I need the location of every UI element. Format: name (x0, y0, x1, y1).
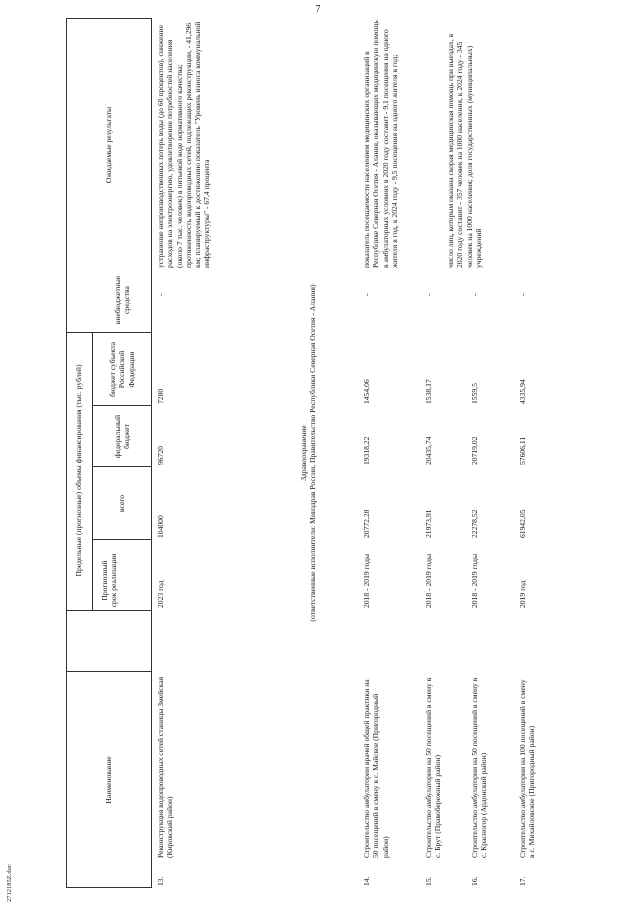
row-15-extra: - (424, 293, 433, 296)
name-column-divider (66, 671, 151, 672)
row-16-federal: 20719,02 (470, 436, 479, 465)
total-column-divider (92, 539, 151, 540)
federal-column-divider (92, 466, 151, 467)
row-13-results: устранение непроизводственных потерь воды (до 60 процентов), снижение расходов на электроэнергию, удовлетворение потребностей населения (около 7 тыс. человек) в питьевой воде нормативного качества; протяженность водопроводных сетей, подлежащих реконструкции, - 41,296 км; планируемый к достижению показатель "Уровень износа коммунальной инфраструктуры" - 67,4 процента (156, 21, 212, 268)
header-total: всего (117, 494, 127, 513)
row-17-name: Строительство амбулатории на 100 посещений в смену в с. Михайловское (Пригородный район) (518, 679, 537, 858)
row-14-regional: 1454,06 (362, 379, 371, 404)
row-17-extra: - (518, 293, 527, 296)
row-15-name: Строительство амбулатории на 50 посещений в смену в с. Брут (Правобережный район) (424, 677, 443, 858)
header-name: Наименование (104, 756, 114, 804)
row-14-term: 2018 - 2019 годы (362, 553, 371, 608)
row-14-total: 20772,28 (362, 509, 371, 538)
row-16-extra: - (470, 293, 479, 296)
row-14-name: Строительство амбулатории врачей общей практики на 50 посещений в смену в с. Майское (Пригородный район) (362, 679, 390, 858)
row-15-total: 21973,91 (424, 509, 433, 538)
header-results: Ожидаемые результаты (104, 106, 114, 184)
row-17-regional: 4335,94 (518, 379, 527, 404)
row-13-total: 104000 (156, 515, 165, 538)
header-extra: внебюджетные средства (112, 275, 131, 325)
row-16-regional: 1559,5 (470, 383, 479, 404)
row-15-federal: 20435,74 (424, 436, 433, 465)
row-16-term: 2018 - 2019 годы (470, 553, 479, 608)
row-13-number: 13. (156, 876, 165, 886)
extra-column-divider (66, 332, 151, 333)
row-14-number: 14. (362, 876, 371, 886)
header-funding-group: Предельные (прогнозные) объемы финансирования (тыс. рублей) (74, 364, 84, 577)
row-16-name: Строительство амбулатории на 50 посещений в смену в с. Красногор (Ардонский район) (470, 677, 489, 858)
row-15-number: 15. (424, 876, 433, 886)
row-13-name: Реконструкция водопроводных сетей станицы Змейская (Кировский район) (156, 676, 175, 858)
section-executors: (ответственные исполнители: Минздрав России, Правительство Республики Северная Осетия - Алания) (308, 284, 318, 622)
header-bottom-border (151, 18, 152, 888)
table-right-border (66, 18, 151, 19)
term-column-divider (66, 610, 151, 611)
row-17-term: 2019 год (518, 580, 527, 608)
row-17-total: 61942,05 (518, 509, 527, 538)
row-16-number: 16. (470, 876, 479, 886)
header-regional: бюджет субъекта Российской Федерации (108, 341, 136, 398)
row-13-extra: - (156, 293, 165, 296)
row-13-regional: 7280 (156, 388, 165, 404)
row-15-term: 2018 - 2019 годы (424, 553, 433, 608)
rotated-table-sheet (66, 18, 566, 888)
row-15-regional: 1538,17 (424, 379, 433, 404)
row-14-extra: - (362, 293, 371, 296)
row-17-number: 17. (518, 876, 527, 886)
row-14-results: показатель посещаемости населением медицинских организаций в Республике Северная Осетия - Алания, оказывающих медицинскую помощь в амбулаторных условиях в 2020 году составит - 9,1 посещения на одного жителя в год, к 2024 году - 9,5 посещения на одного жителя в год; (362, 20, 399, 268)
page-number: 7 (315, 4, 321, 15)
header-term: Прогнозный срок реализации (99, 553, 118, 608)
row-16-results: число лиц, которым оказана скорая медицинская помощь при выездах, в 2020 году составит - 357 человек на 1000 населения, к 2024 году - 345 человек на 1000 населения; доля государственных (муниципальных) учреждений (446, 33, 483, 268)
header-federal: федеральный бюджет (112, 414, 131, 459)
document-code: 2712185Z.doc (6, 864, 13, 902)
row-13-term: 2023 год (156, 580, 165, 608)
table-left-border (66, 887, 151, 888)
row-16-total: 22278,52 (470, 509, 479, 538)
row-14-federal: 19318,22 (362, 436, 371, 465)
row-17-federal: 57606,11 (518, 436, 527, 465)
regional-column-divider (92, 405, 151, 406)
row-13-federal: 96720 (156, 446, 165, 465)
section-title: Здравоохранение (299, 425, 308, 481)
section-heading (299, 18, 318, 888)
